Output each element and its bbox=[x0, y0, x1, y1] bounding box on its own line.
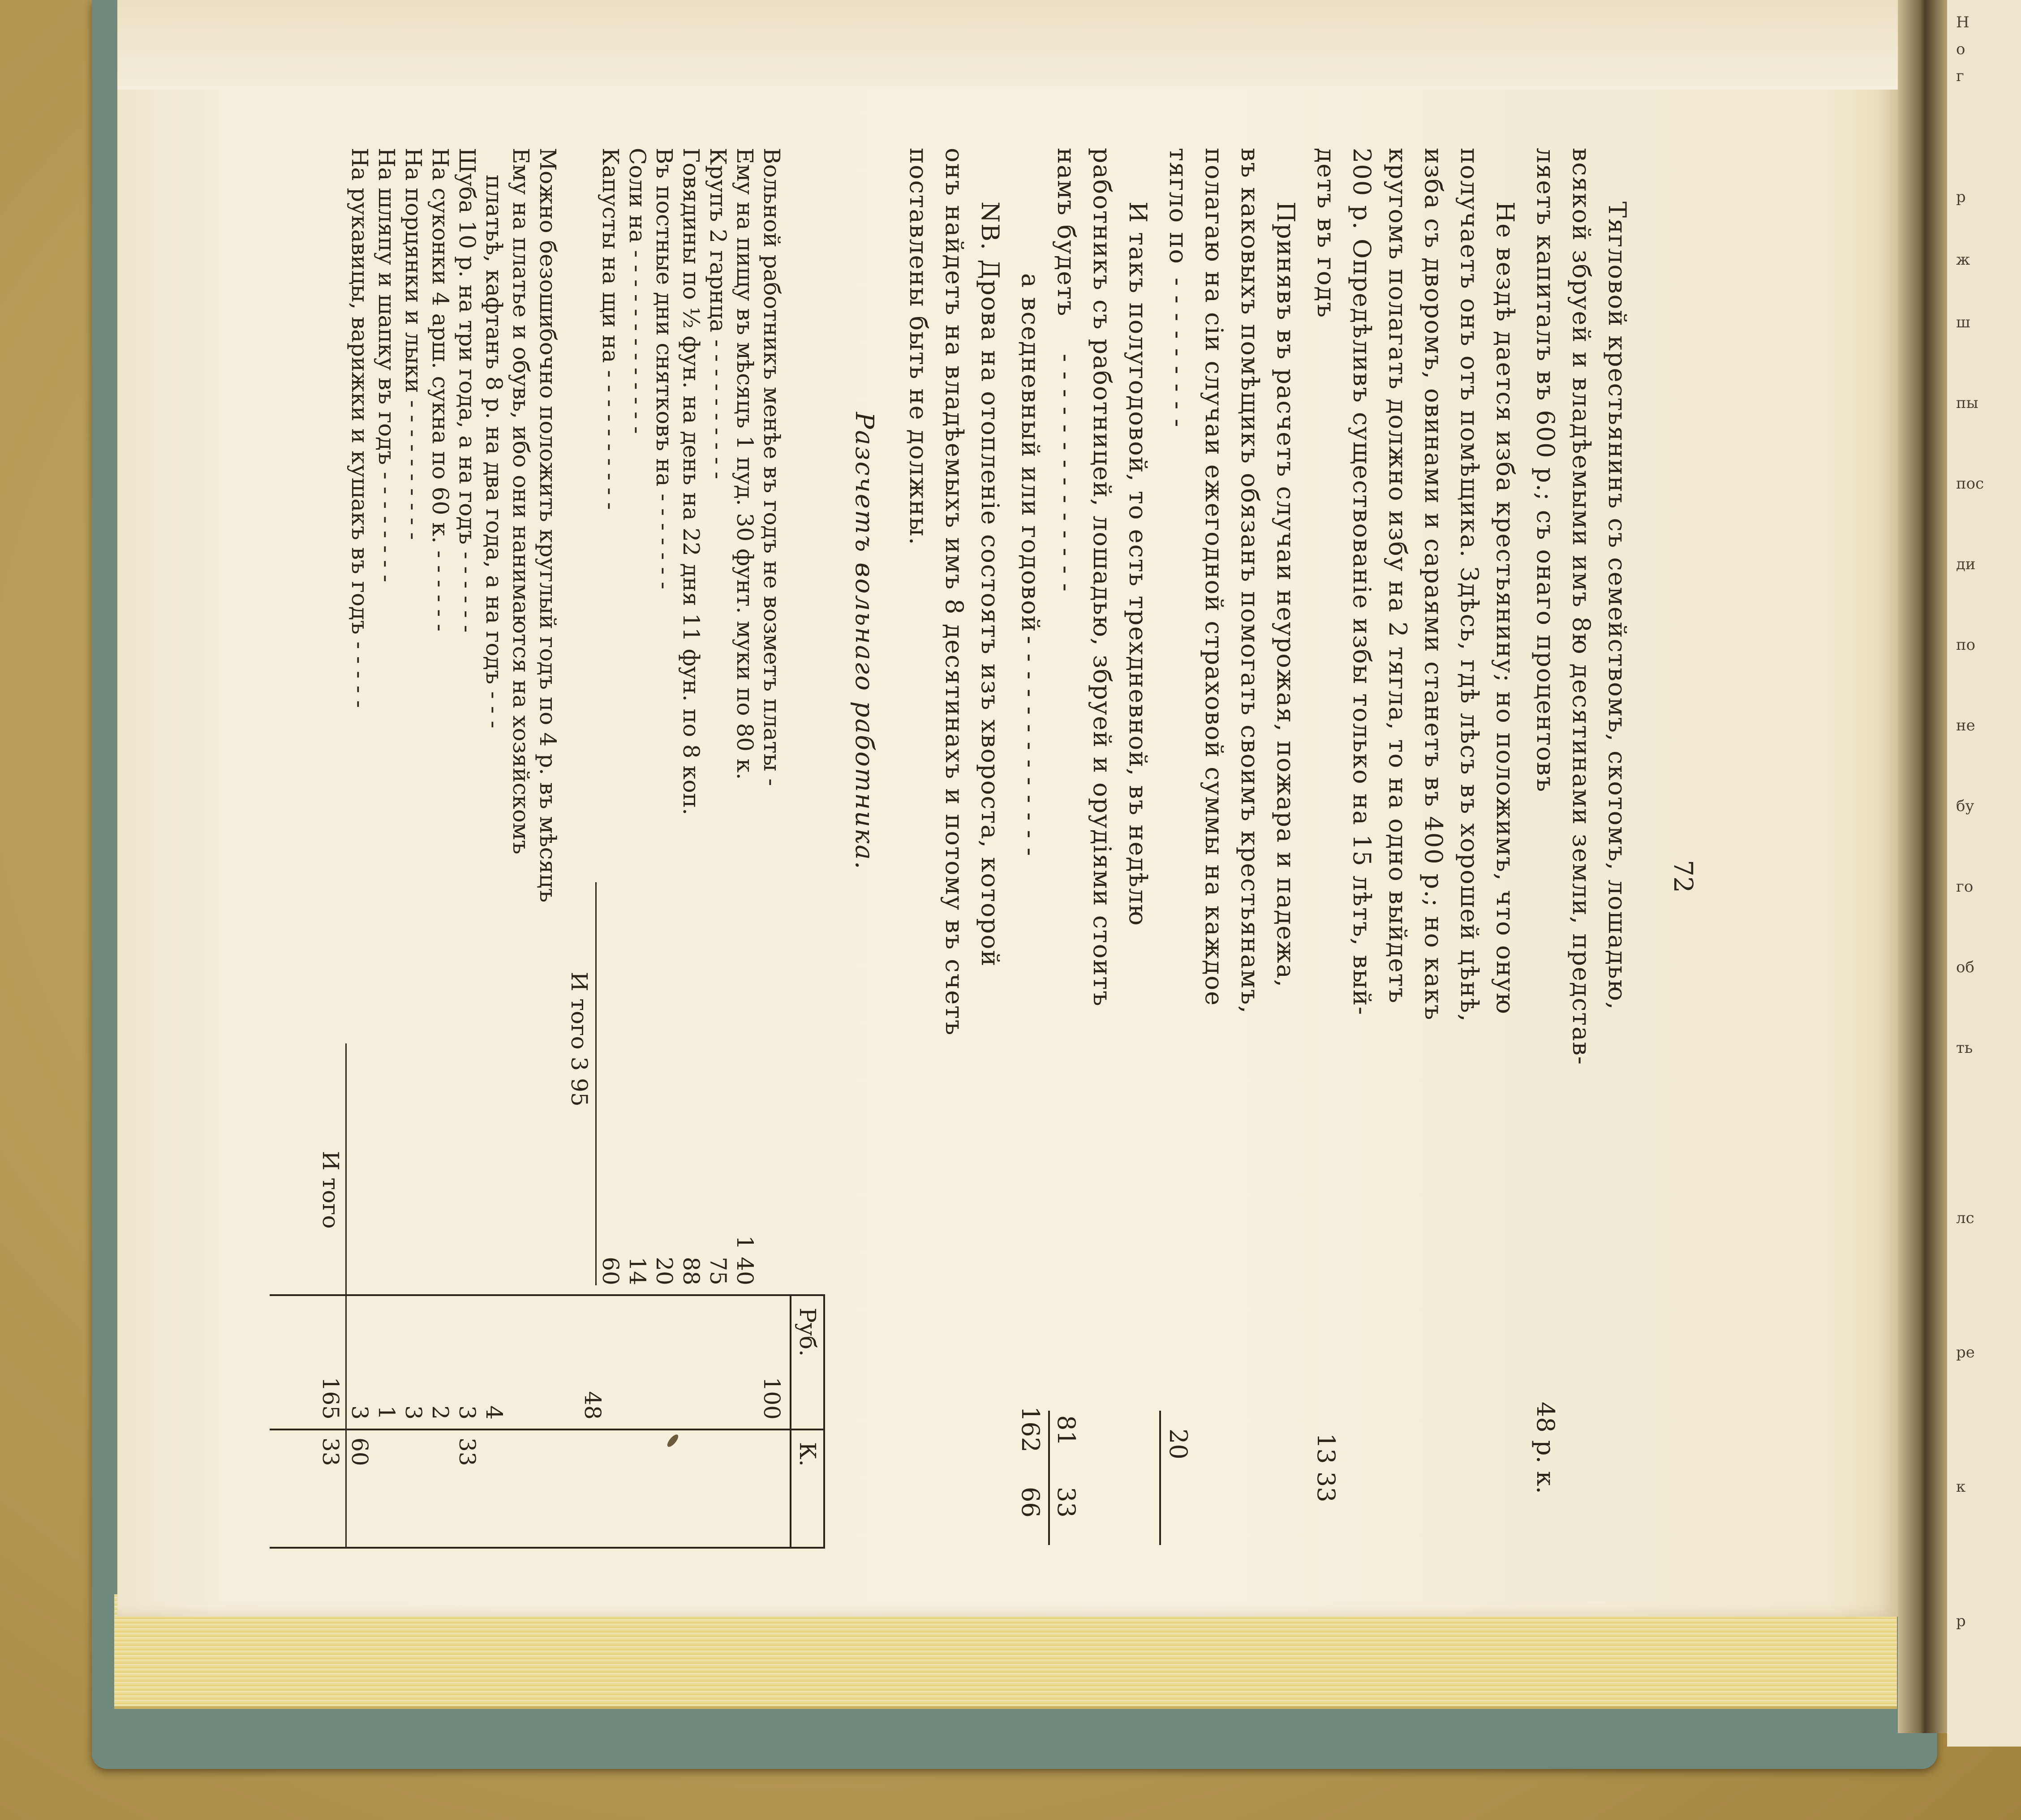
amount: 66 bbox=[1016, 1487, 1045, 1518]
table-cell-rub: 2 bbox=[427, 1405, 453, 1420]
facing-page-fragment: го bbox=[1956, 878, 1974, 896]
facing-page-fragment: пы bbox=[1956, 394, 1978, 412]
table-row-label: Можно безошибочно положить круглый годъ по 4 р. въ мѣсяцъ bbox=[535, 148, 561, 903]
table-cell-subamount: 1 40 bbox=[732, 1235, 758, 1285]
amount: 48 р. к. bbox=[1531, 1402, 1560, 1494]
column-header-kop: К. bbox=[795, 1442, 821, 1467]
facing-page-fragment: г bbox=[1956, 67, 1964, 85]
text-line: Принявъ въ расчетъ случаи неурожая, пожара и падежа, bbox=[1272, 202, 1300, 988]
table-cell-rub: 48 bbox=[580, 1391, 606, 1420]
text-line: NB. Дрова на отопленіе состоятъ изъ хвороста, которой bbox=[976, 202, 1004, 967]
text-line: 200 р. Опредѣливъ существованіе избы только на 15 лѣтъ, вый- bbox=[1348, 148, 1376, 1016]
book-gutter bbox=[1898, 0, 1947, 1733]
text-line: получаетъ онъ отъ помѣщика. Здѣсь, гдѣ лѣсъ въ хорошей цѣнѣ, bbox=[1455, 148, 1484, 1022]
text-line: изба съ дворомъ, овинами и сараями станетъ въ 400 р.; но какъ bbox=[1419, 148, 1448, 1021]
subtotal-rule bbox=[595, 882, 597, 1285]
facing-page-fragment: ш bbox=[1956, 313, 1970, 331]
facing-page-fragment: бу bbox=[1956, 797, 1974, 815]
book-page bbox=[117, 0, 1898, 1617]
table-cell-rub: 3 bbox=[400, 1405, 426, 1420]
table-cell-subamount: 20 bbox=[651, 1257, 677, 1285]
table-cell-kop: 60 bbox=[347, 1438, 373, 1466]
text-line: И такъ полугодовой, то есть трехдневной, въ недѣлю bbox=[1124, 202, 1152, 927]
facing-page-fragment: р bbox=[1956, 1612, 1966, 1630]
page-number: 72 bbox=[1668, 860, 1698, 893]
facing-page-fragment: ж bbox=[1956, 251, 1970, 269]
table-row-label: И того 3 95 bbox=[566, 972, 592, 1107]
facing-page-fragment: к bbox=[1956, 1478, 1966, 1496]
table-row-label: Шуба 10 р. на три года, а на годъ - - - - - - bbox=[454, 148, 480, 633]
amount: 13 33 bbox=[1312, 1433, 1340, 1502]
text-line: тягло по bbox=[1164, 148, 1192, 265]
facing-page-fragment: лс bbox=[1956, 1209, 1974, 1227]
amount: 20 bbox=[1164, 1429, 1192, 1459]
text-line: кругомъ полагать должно избу на 2 тягла, то на одно выйдетъ bbox=[1384, 148, 1412, 1004]
text-line: онъ найдетъ на владѣемыхъ имъ 8 десятинахъ и потому въ счетъ bbox=[940, 148, 968, 1036]
table-row-label: И того bbox=[318, 1151, 344, 1229]
page-top-shade bbox=[117, 0, 1898, 90]
table-row-label: платьѣ, кафтанъ 8 р. на два года, а на годъ - - - bbox=[481, 175, 507, 729]
facing-page-fragment: ть bbox=[1956, 1039, 1973, 1057]
total-rule bbox=[345, 1043, 347, 1547]
facing-page-fragment: пос bbox=[1956, 475, 1984, 493]
facing-page-fragment: о bbox=[1956, 40, 1965, 58]
table-row-label: Соли на - - - - - - - - - - - - - bbox=[624, 148, 650, 434]
text-line: всякой збруей и владѣемыми имъ 8ю десятинами земли, представ- bbox=[1567, 148, 1595, 1066]
table-row-label: Капусты на щи на - - - - - - - - - - bbox=[598, 148, 624, 510]
leader-dots: - - - - - - - - - - - - - - bbox=[1052, 354, 1080, 592]
text-line: полагаю на сіи случаи ежегодной страховой суммы на каждое bbox=[1200, 148, 1228, 1007]
table-row-label: Крупъ 2 гарнца - - - - - - - - - - bbox=[705, 148, 731, 480]
facing-page-fragment: об bbox=[1956, 958, 1974, 976]
rotated-text-block bbox=[256, 121, 1743, 1644]
text-line: поставлены быть не должны. bbox=[904, 148, 933, 546]
table-row-label: На порцянки и лыки - - - - - - - - - - bbox=[400, 148, 426, 540]
facing-page-fragment: ди bbox=[1956, 555, 1976, 573]
text-line: а вседневный или годовой bbox=[1016, 273, 1045, 633]
text-line: въ каковыхъ помѣщикъ обязанъ помогать своимъ крестьянамъ, bbox=[1236, 148, 1264, 1014]
facing-page-edge bbox=[1947, 0, 2021, 1747]
table-cell-rub: 100 bbox=[759, 1377, 785, 1420]
table-row-label: На рукавицы, варижки и кушакъ въ годъ - - - - - bbox=[347, 148, 373, 708]
column-header-rub: Руб. bbox=[795, 1308, 821, 1357]
leader-dots: - - - - - - - - - bbox=[1164, 278, 1192, 428]
table-row-label: Въ постные дни снятковъ на - - - - - - - bbox=[651, 148, 677, 589]
sum-rule bbox=[1159, 1411, 1161, 1545]
text-line: ляетъ капиталъ въ 600 р.; съ онаго процентовъ bbox=[1531, 148, 1560, 793]
text-line: работникъ съ работницей, лошадью, збруей и орудіями стоитъ bbox=[1088, 148, 1116, 1007]
section-heading: Разсчетъ вольнаго работника. bbox=[850, 412, 879, 871]
table-row-label: Ему на платье и обувь, ибо они нанимаются на хозяйскомъ bbox=[508, 148, 534, 854]
table-row-label: Ему на пищу въ мѣсяцъ 1 пуд. 30 фунт. муки по 80 к. bbox=[732, 148, 758, 780]
amount: 162 bbox=[1016, 1406, 1045, 1453]
table-cell-subamount: 88 bbox=[678, 1257, 704, 1285]
table-row-label: Говядины по ½ фун. на день на 22 дня 11 фун. по 8 коп. bbox=[678, 148, 704, 816]
sum-rule bbox=[1048, 1411, 1050, 1545]
amount: 81 bbox=[1052, 1415, 1080, 1446]
text-line: Тягловой крестьянинъ съ семействомъ, скотомъ, лошадью, bbox=[1603, 202, 1631, 1010]
facing-page-fragment: Н bbox=[1956, 13, 1969, 31]
table-cell-kop: 33 bbox=[454, 1438, 480, 1466]
text-line: Не вездѣ дается изба крестьянину; но положимъ, что оную bbox=[1491, 202, 1519, 1015]
leader-dots: - - - - - - - - - - - - - bbox=[1016, 636, 1045, 857]
text-line: детъ въ годъ bbox=[1312, 148, 1340, 318]
table-cell-rub: 3 bbox=[454, 1405, 480, 1420]
table-cell-kop: 33 bbox=[318, 1438, 344, 1466]
table-cell-rub: 1 bbox=[374, 1405, 400, 1420]
table-cell-rub: 3 bbox=[347, 1405, 373, 1420]
table-row-label: Вольной работникъ менѣе въ годъ не возметъ платы - bbox=[759, 148, 785, 786]
table-cell-rub: 165 bbox=[318, 1377, 344, 1420]
facing-page-fragment: р bbox=[1956, 188, 1966, 206]
table-rule bbox=[790, 1294, 791, 1547]
table-cell-subamount: 75 bbox=[705, 1257, 731, 1285]
table-cell-subamount: 60 bbox=[598, 1257, 624, 1285]
facing-page-fragment: ре bbox=[1956, 1344, 1975, 1361]
table-row-label: На шляпу и шапку въ годъ - - - - - - - - bbox=[374, 148, 400, 583]
table-rule bbox=[270, 1429, 825, 1430]
text-line: намъ будетъ bbox=[1052, 148, 1080, 317]
facing-page-fragment: по bbox=[1956, 636, 1976, 654]
table-rule bbox=[823, 1294, 825, 1547]
facing-page-fragment: не bbox=[1956, 717, 1975, 734]
table-cell-rub: 4 bbox=[481, 1405, 507, 1420]
table-row-label: На суконки 4 арш. сукна по 60 к. - - - - - - bbox=[427, 148, 453, 632]
table-cell-subamount: 14 bbox=[624, 1257, 650, 1285]
amount: 33 bbox=[1052, 1487, 1080, 1518]
